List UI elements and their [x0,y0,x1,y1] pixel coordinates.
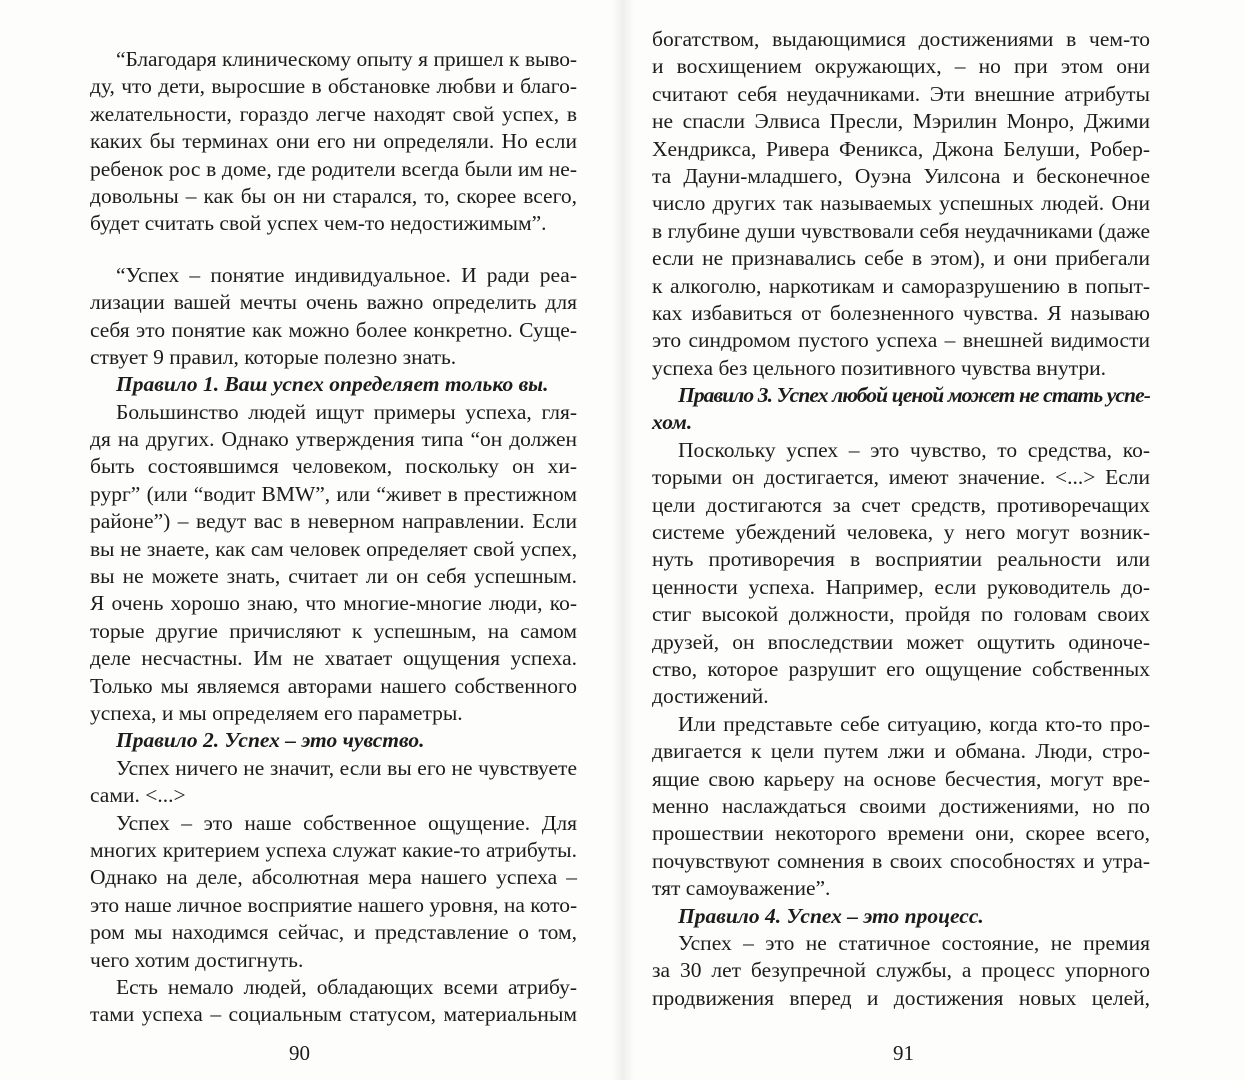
paragraph [652,437,1150,711]
text-line: быть состоявшимся человеком, поскольку он хи- [90,454,577,479]
text-line: ствует 9 правил, которые полезно знать. [90,344,457,369]
text-line: число других так называемых успешных людей. Они [652,191,1150,216]
paragraph [90,974,577,1029]
left-page-text [90,46,577,1029]
text-line: и восхищением окружающих, – но при этом они [652,54,1150,79]
text-line: Правило 1. Ваш успех определяет только вы. [116,372,549,397]
text-line: будет считать свой успех чем-то недостижимым”. [90,211,547,236]
text-line: Хендрикса, Ривера Феникса, Джона Белуши, Робер- [652,136,1150,161]
text-line: та Дауни-младшего, Оуэна Уилсона и бесконечное [652,163,1150,188]
text-line: каких бы терминах они его ни определяли. Но если [90,129,577,154]
text-line: торые другие причисляют к успешным, на самом [90,618,577,643]
text-line: не спасли Элвиса Пресли, Мэрилин Монро, Джими [652,109,1150,134]
text-line: ребенок рос в доме, где родители всегда были им не- [90,156,577,181]
text-line: богатством, выдающимися достижениями в чем-то [652,27,1150,51]
paragraph [90,262,577,372]
text-line: Поскольку успех – это чувство, то средства, ко- [678,437,1150,462]
text-line: успеха, и мы определяем его параметры. [90,700,463,725]
text-line: считают себя неудачниками. Эти внешние атрибуты [652,81,1150,106]
text-line: дя на других. Однако утверждения типа “он должен [90,427,577,452]
text-line: если не признавались себе в этом), и они прибегали [652,246,1150,271]
text-line: вы не знаете, как сам человек определяет свой успех, [90,536,577,561]
text-line: ящие свою карьеру на основе бесчестия, могут вре- [652,766,1150,791]
paragraph [652,711,1150,903]
text-line: торыми он достигается, имеют значение. <...> Если [652,465,1150,490]
rule-heading [90,727,577,754]
text-line: Успех – это наше собственное ощущение. Для [116,810,577,835]
text-line: ство, которое разрушит его ощущение собственных [652,656,1150,681]
text-line: рург” (или “водит BMW”, или “живет в престижном [90,481,577,506]
text-line: двигается к цели путем лжи и обмана. Люди, стро- [652,739,1150,764]
text-line: Есть немало людей, обладающих всеми атрибу- [116,974,577,999]
page-number-left: 90 [289,1041,310,1065]
text-line: Правило 3. Успех любой ценой может не стать успе- [678,383,1150,408]
text-line: Правило 2. Успех – это чувство. [116,728,425,753]
text-line: хом. [652,410,693,435]
paragraph [652,26,1150,382]
paragraph [90,46,577,238]
text-line: Однако на деле, абсолютная мера нашего успеха – [90,865,577,890]
text-line: лизации вашей мечты очень важно определить для [90,290,577,315]
text-line: деле несчастны. Им не хватает ощущения успеха. [90,646,577,671]
page-number-right: 91 [893,1041,914,1065]
text-line: ках избавиться от болезненного чувства. Я называю [652,300,1150,325]
text-line: многих критерием успеха служат какие-то атрибуты. [90,837,577,862]
text-line: себя это понятие как можно более конкретно. Суще- [90,317,577,342]
text-line: это наше личное восприятие нашего уровня, на кото- [90,892,578,917]
text-line: ром мы находимся сейчас, и представление о том, [90,920,577,945]
text-line: почувствуют сомнения в своих способностях и утра- [652,848,1150,873]
text-line: Или представьте себе ситуацию, когда кто-то про- [678,711,1150,736]
text-line: “Благодаря клиническому опыту я пришел к выво- [116,47,577,71]
paragraph [652,930,1150,1012]
text-line: желательности, гораздо легче находят свой успех, в [90,101,577,126]
text-line: менно наслаждаться своими достижениями, но по [652,793,1150,818]
text-line: “Успех – понятие индивидуальное. И ради реа- [116,262,577,287]
text-line: Только мы являемся авторами нашего собственного [90,673,577,698]
text-line: продвижения вперед и достижения новых целей, [652,985,1150,1010]
book-gutter [612,0,634,1080]
text-line: друзей, он впоследствии может ощутить одиноче- [652,629,1150,654]
text-line: успеха без цельного позитивного чувства внутри. [652,355,1106,380]
text-line: это синдромом пустого успеха – внешней видимости [652,328,1150,353]
text-line: Правило 4. Успех – это процесс. [678,903,984,928]
text-line: ду, что дети, выросшие в обстановке любви и благо- [90,74,577,99]
text-line: прошествии некоторого времени они, скорее всего, [652,821,1150,846]
text-line: цели достигаются за счет средств, противоречащих [652,492,1150,517]
text-line: довольны – как бы он ни старался, то, скорее всего, [90,183,577,208]
right-page-text [652,26,1150,1012]
text-line: тят самоуважение”. [652,876,831,901]
text-line: Успех – это не статичное состояние, не премия [678,930,1150,955]
text-line: системе убеждений человека, у него могут возник- [652,520,1150,545]
text-line: нуть противоречия в восприятии реальности или [652,547,1150,572]
rule-heading [652,382,1150,437]
paragraph [90,810,577,974]
text-line: сами. <...> [90,783,186,808]
text-line: чего хотим достигнуть. [90,947,304,972]
text-line: Успех ничего не значит, если вы его не чувствуете [116,755,577,780]
paragraph [90,755,577,810]
paragraph [90,399,577,728]
rule-heading [652,903,1150,930]
text-line: ценности успеха. Например, если руководитель до- [652,574,1150,599]
text-line: Большинство людей ищут примеры успеха, гля- [116,399,577,424]
rule-heading [90,371,577,398]
text-line: тами успеха – социальным статусом, материальным [90,1002,577,1027]
text-line: районе”) – ведут вас в неверном направлении. Если [90,509,577,534]
text-line: достижений. [652,684,769,709]
text-line: вы не можете знать, считает ли он себя успешным. [90,564,577,589]
text-line: к алкоголю, наркотикам и саморазрушению в попыт- [652,273,1150,298]
text-line: за 30 лет безупречной службы, а процесс упорного [652,958,1150,983]
text-line: стиг высокой должности, пройдя по головам своих [652,602,1150,627]
text-line: в глубине души чувствовали себя неудачниками (даже [652,218,1150,243]
text-line: Я очень хорошо знаю, что многие-многие люди, ко- [90,591,577,616]
